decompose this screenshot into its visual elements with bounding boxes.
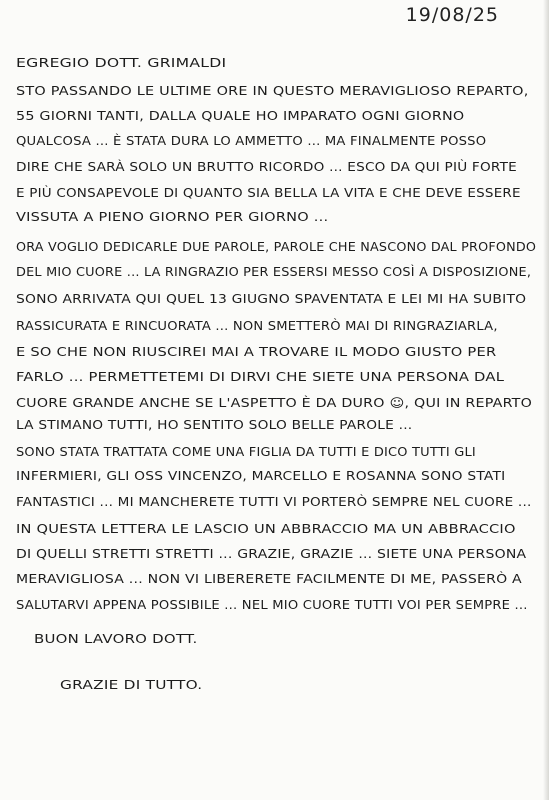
salutation: EGREGIO DOTT. GRIMALDI [16, 56, 227, 70]
letter-line: FARLO ... PERMETTETEMI DI DIRVI CHE SIETE UNA PERSONA DAL [16, 370, 505, 384]
closing-wish: BUON LAVORO DOTT. [34, 632, 198, 646]
letter-line: IN QUESTA LETTERA LE LASCIO UN ABBRACCIO MA UN ABBRACCIO [16, 522, 516, 536]
letter-line: E SO CHE NON RIUSCIREI MAI A TROVARE IL MODO GIUSTO PER [16, 345, 497, 359]
letter-date: 19/08/25 [405, 4, 499, 26]
letter-line: LA STIMANO TUTTI, HO SENTITO SOLO BELLE PAROLE ... [16, 418, 413, 432]
letter-line: DEL MIO CUORE ... LA RINGRAZIO PER ESSERSI MESSO COSÌ A DISPOSIZIONE, [16, 265, 532, 279]
letter-line: SALUTARVI APPENA POSSIBILE ... NEL MIO CUORE TUTTI VOI PER SEMPRE ... [16, 598, 528, 612]
letter-line: 55 GIORNI TANTI, DALLA QUALE HO IMPARATO OGNI GIORNO [16, 109, 465, 123]
letter-line: STO PASSANDO LE ULTIME ORE IN QUESTO MERAVIGLIOSO REPARTO, [16, 84, 529, 98]
page-edge-shadow [543, 0, 549, 800]
letter-line: VISSUTA A PIENO GIORNO PER GIORNO ... [16, 210, 329, 224]
letter-line: INFERMIERI, GLI OSS VINCENZO, MARCELLO E ROSANNA SONO STATI [16, 469, 506, 483]
letter-line: SONO STATA TRATTATA COME UNA FIGLIA DA TUTTI E DICO TUTTI GLI [16, 445, 476, 459]
letter-line: E PIÙ CONSAPEVOLE DI QUANTO SIA BELLA LA VITA E CHE DEVE ESSERE [16, 186, 521, 200]
letter-line: CUORE GRANDE ANCHE SE L'ASPETTO È DA DURO ☺, QUI IN REPARTO [16, 396, 533, 410]
closing-thanks: GRAZIE DI TUTTO. [60, 678, 203, 692]
letter-line: MERAVIGLIOSA ... NON VI LIBERERETE FACILMENTE DI ME, PASSERÒ A [16, 572, 522, 586]
letter-line: RASSICURATA E RINCUORATA ... NON SMETTERÒ MAI DI RINGRAZIARLA, [16, 319, 498, 333]
letter-line: QUALCOSA ... È STATA DURA LO AMMETTO ... MA FINALMENTE POSSO [16, 134, 487, 148]
letter-line: ORA VOGLIO DEDICARLE DUE PAROLE, PAROLE CHE NASCONO DAL PROFONDO [16, 240, 537, 254]
letter-line: FANTASTICI ... MI MANCHERETE TUTTI VI PORTERÒ SEMPRE NEL CUORE ... [16, 495, 532, 509]
letter-line: DIRE CHE SARÀ SOLO UN BRUTTO RICORDO ... ESCO DA QUI PIÙ FORTE [16, 160, 517, 174]
letter-line: DI QUELLI STRETTI STRETTI ... GRAZIE, GRAZIE ... SIETE UNA PERSONA [16, 547, 527, 561]
letter-line: SONO ARRIVATA QUI QUEL 13 GIUGNO SPAVENTATA E LEI MI HA SUBITO [16, 292, 527, 306]
